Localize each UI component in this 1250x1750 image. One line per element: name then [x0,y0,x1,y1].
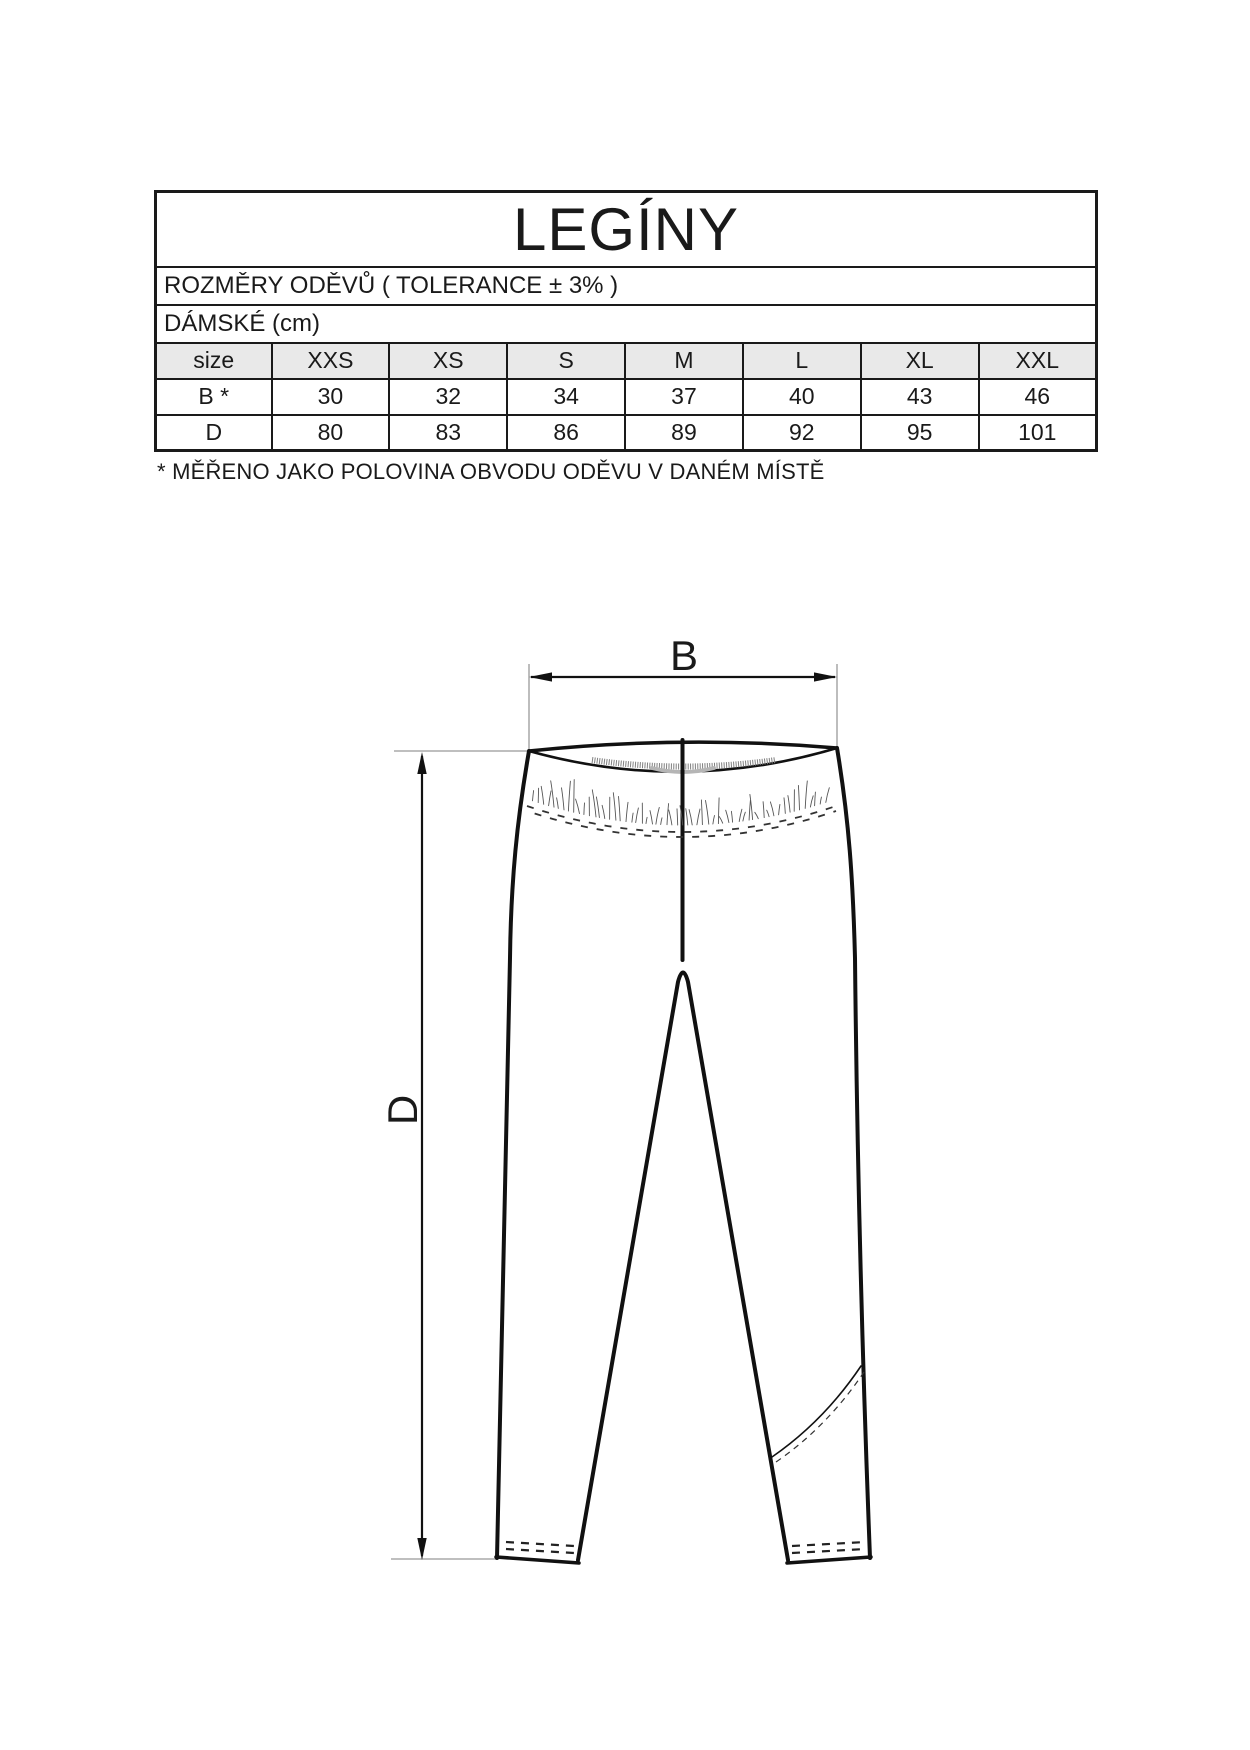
cell-D-XS: 83 [389,415,507,451]
column-header-L: L [743,343,861,379]
cell-B-S: 34 [507,379,625,415]
column-header-XXL: XXL [979,343,1097,379]
row-label-B: B * [156,379,272,415]
cell-B-XS: 32 [389,379,507,415]
cell-B-XXL: 46 [979,379,1097,415]
dimensions-tolerance-note: ROZMĚRY ODĚVŮ ( TOLERANCE ± 3% ) [156,267,1097,305]
b-arrowhead-left [529,672,552,681]
cell-B-M: 37 [625,379,743,415]
b-dimension-label: B [669,632,699,679]
cell-B-XXS: 30 [272,379,390,415]
b-arrowhead-right [814,672,837,681]
cell-D-XXL: 101 [979,415,1097,451]
category-label: DÁMSKÉ (cm) [156,305,1097,343]
column-header-XL: XL [861,343,979,379]
cell-D-S: 86 [507,415,625,451]
column-header-size: size [156,343,272,379]
measurement-footnote: * MĚŘENO JAKO POLOVINA OBVODU ODĚVU V DANÉM MÍSTĚ [157,459,825,484]
page-title: LEGÍNY [156,192,1097,267]
d-arrowhead-top [417,752,426,774]
ruffle-stroke [574,780,575,813]
column-header-XXS: XXS [272,343,390,379]
cell-B-L: 40 [743,379,861,415]
dimension-b [529,632,837,753]
cell-D-XXS: 80 [272,415,390,451]
column-header-M: M [625,343,743,379]
column-header-XS: XS [389,343,507,379]
cell-D-XL: 95 [861,415,979,451]
cell-D-M: 89 [625,415,743,451]
row-label-D: D [156,415,272,451]
cell-D-L: 92 [743,415,861,451]
column-header-S: S [507,343,625,379]
d-arrowhead-bottom [417,1538,426,1560]
d-dimension-label: D [379,1094,426,1126]
leggings-sketch [496,740,871,1563]
cell-B-XL: 43 [861,379,979,415]
